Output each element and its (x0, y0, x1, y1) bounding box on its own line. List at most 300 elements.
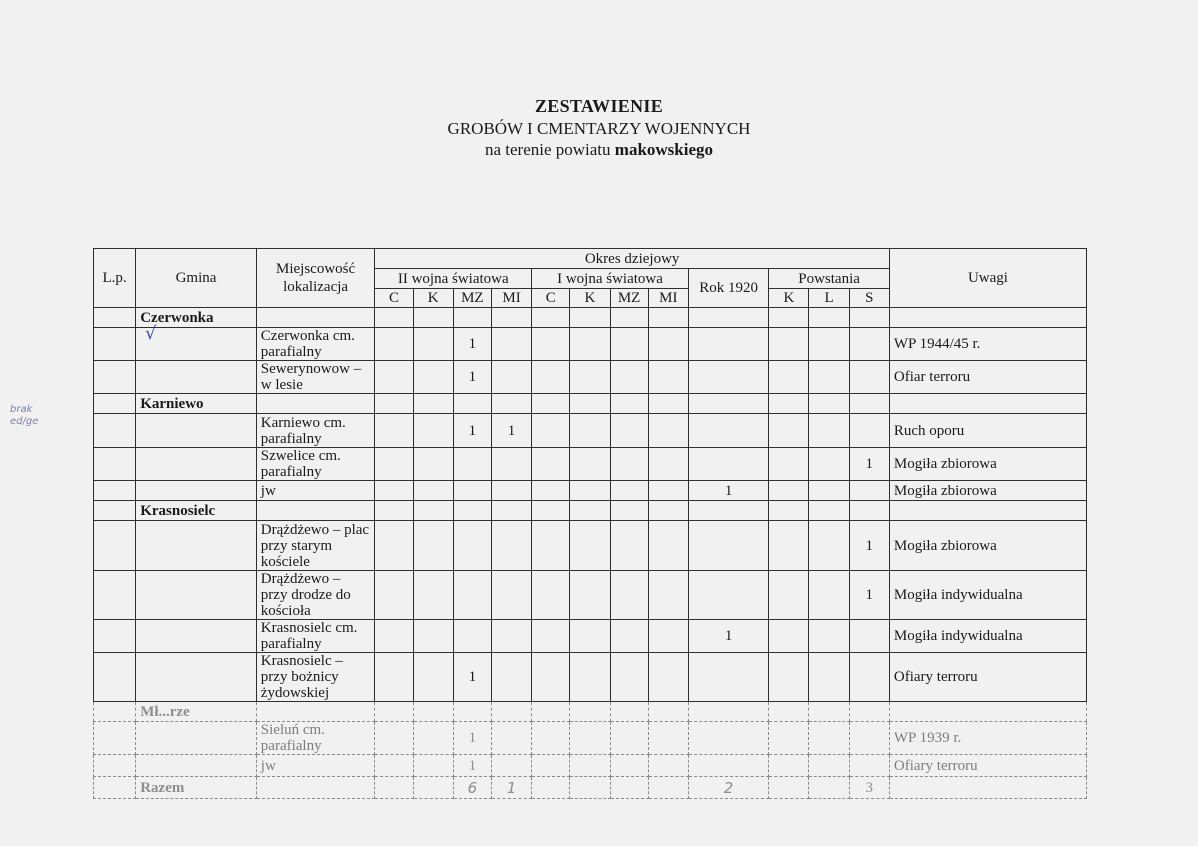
location-cell: Sewerynowow – w lesie (256, 361, 375, 394)
ww1-count-cell (610, 414, 648, 448)
table-row (94, 571, 1087, 620)
header-ww1-k: K (570, 289, 610, 308)
empty-cell (532, 777, 570, 799)
ww1-count-cell (610, 755, 648, 777)
ww1-count-cell (532, 620, 570, 653)
empty-cell (849, 308, 889, 328)
ww2-count-cell (413, 448, 453, 481)
ww1-count-cell (532, 521, 570, 571)
remarks-cell: Ofiary terroru (889, 755, 1086, 777)
ww1-count-cell (532, 722, 570, 755)
location-cell: Karniewo cm. parafialny (256, 414, 375, 448)
ww2-count-cell (413, 620, 453, 653)
ww2-count-cell: 1 (491, 414, 531, 448)
table-row (94, 414, 1087, 448)
empty-cell (769, 394, 809, 414)
powstania-count-cell (769, 571, 809, 620)
remarks-cell: Mogiła indywidualna (889, 571, 1086, 620)
powstania-count-cell (769, 521, 809, 571)
ww1-count-cell (532, 755, 570, 777)
empty-cell (809, 394, 849, 414)
ww1-count-cell (648, 571, 688, 620)
empty-cell (375, 308, 413, 328)
ww1-count-cell (610, 361, 648, 394)
ww2-count-cell (375, 448, 413, 481)
ww2-count-cell (491, 328, 531, 361)
empty-cell (453, 308, 491, 328)
lp-cell (94, 394, 136, 414)
lp-cell (94, 414, 136, 448)
powstania-count-cell (809, 361, 849, 394)
header-pow-s: S (849, 289, 889, 308)
location-cell: Krasnosielc cm. parafialny (256, 620, 375, 653)
empty-cell (532, 501, 570, 521)
ww1-count-cell (570, 571, 610, 620)
gmina-cell (136, 620, 257, 653)
empty-cell (610, 777, 648, 799)
empty-cell (532, 394, 570, 414)
ww1-count-cell (570, 328, 610, 361)
remarks-cell: Mogiła zbiorowa (889, 448, 1086, 481)
ww2-count-cell (413, 571, 453, 620)
ww2-count-cell (375, 361, 413, 394)
header-gmina: Gmina (136, 249, 257, 308)
ww1-count-cell (570, 361, 610, 394)
lp-cell (94, 448, 136, 481)
header-ww1: I wojna światowa (532, 269, 689, 289)
ww1-count-cell (648, 328, 688, 361)
lp-cell (94, 308, 136, 328)
ww1-count-cell (648, 448, 688, 481)
empty-cell (453, 394, 491, 414)
total-rok1920: 2 (688, 777, 768, 799)
empty-cell (570, 308, 610, 328)
ww1-count-cell (610, 328, 648, 361)
empty-cell (889, 702, 1086, 722)
gmina-row (94, 702, 1087, 722)
lp-cell (94, 521, 136, 571)
empty-cell (610, 394, 648, 414)
empty-cell (256, 394, 375, 414)
gmina-row (94, 308, 1087, 328)
subtitle-prefix: na terenie powiatu (484, 140, 611, 159)
empty-cell (809, 308, 849, 328)
empty-cell (688, 394, 768, 414)
remarks-cell: WP 1939 r. (889, 722, 1086, 755)
powstania-count-cell (809, 481, 849, 501)
gmina-cell (136, 448, 257, 481)
empty-cell (648, 308, 688, 328)
rok1920-count-cell (688, 755, 768, 777)
ww2-count-cell (375, 571, 413, 620)
ww2-count-cell (453, 620, 491, 653)
powstania-count-cell (809, 571, 849, 620)
powstania-count-cell (769, 448, 809, 481)
header-ww2-c: C (375, 289, 413, 308)
total-s: 3 (849, 777, 889, 799)
empty-cell (491, 501, 531, 521)
ww2-count-cell: 1 (453, 755, 491, 777)
lp-cell (94, 722, 136, 755)
ww1-count-cell (648, 722, 688, 755)
empty-cell (648, 501, 688, 521)
table-row (94, 755, 1087, 777)
gmina-name: Mł...rze (136, 702, 257, 722)
gmina-cell (136, 481, 257, 501)
table-row (94, 722, 1087, 755)
remarks-cell: Mogiła indywidualna (889, 620, 1086, 653)
ww2-count-cell (375, 722, 413, 755)
ww1-count-cell (610, 620, 648, 653)
empty-cell (256, 501, 375, 521)
ww2-count-cell (375, 414, 413, 448)
ww2-count-cell (413, 414, 453, 448)
lp-cell (94, 653, 136, 702)
ww1-count-cell (532, 481, 570, 501)
header-miejscowosc: Miejscowość lokalizacja (256, 249, 375, 308)
remarks-cell: Mogiła zbiorowa (889, 481, 1086, 501)
powstania-count-cell (849, 361, 889, 394)
empty-cell (769, 702, 809, 722)
table-body (94, 249, 1087, 799)
location-cell: jw (256, 755, 375, 777)
rok1920-count-cell (688, 653, 768, 702)
empty-cell (889, 501, 1086, 521)
empty-cell (889, 777, 1086, 799)
empty-cell (809, 702, 849, 722)
empty-cell (688, 308, 768, 328)
ww1-count-cell (570, 755, 610, 777)
empty-cell (849, 702, 889, 722)
header-powstania: Powstania (769, 269, 890, 289)
ww2-count-cell (491, 755, 531, 777)
empty-cell (413, 394, 453, 414)
rok1920-count-cell: 1 (688, 620, 768, 653)
ww1-count-cell (648, 653, 688, 702)
gmina-cell (136, 361, 257, 394)
empty-cell (375, 501, 413, 521)
ww2-count-cell (413, 722, 453, 755)
empty-cell (532, 308, 570, 328)
location-cell: Drążdżewo – plac przy starym kościele (256, 521, 375, 571)
powstania-count-cell (849, 722, 889, 755)
powstania-count-cell (849, 414, 889, 448)
ww2-count-cell (413, 653, 453, 702)
empty-cell (453, 501, 491, 521)
header-pow-k: K (769, 289, 809, 308)
ww2-count-cell: 1 (453, 653, 491, 702)
ww1-count-cell (610, 521, 648, 571)
gmina-cell (136, 414, 257, 448)
gmina-cell (136, 521, 257, 571)
powstania-count-cell (809, 653, 849, 702)
empty-cell (375, 777, 413, 799)
ww2-count-cell (491, 653, 531, 702)
powstania-count-cell (809, 521, 849, 571)
rok1920-count-cell: 1 (688, 481, 768, 501)
ww2-count-cell (375, 481, 413, 501)
ww1-count-cell (648, 620, 688, 653)
lp-cell (94, 501, 136, 521)
table-row (94, 448, 1087, 481)
empty-cell (610, 308, 648, 328)
total-label: Razem (136, 777, 257, 799)
location-cell: Krasnosielc – przy bożnicy żydowskiej (256, 653, 375, 702)
ww1-count-cell (610, 653, 648, 702)
document-subtitle-line3 (0, 140, 1198, 160)
powstania-count-cell (849, 481, 889, 501)
gmina-row (94, 501, 1087, 521)
empty-cell (648, 702, 688, 722)
lp-cell (94, 702, 136, 722)
header-okres: Okres dziejowy (375, 249, 890, 269)
margin-handwritten-note: brak ed/ge (10, 404, 39, 427)
ww2-count-cell (375, 620, 413, 653)
gmina-name: Krasnosielc (136, 501, 257, 521)
header-ww2-mi: MI (491, 289, 531, 308)
header-ww2: II wojna światowa (375, 269, 532, 289)
empty-cell (688, 702, 768, 722)
powstania-count-cell (809, 755, 849, 777)
powstania-count-cell (809, 448, 849, 481)
ww2-count-cell (413, 328, 453, 361)
empty-cell (610, 501, 648, 521)
powstania-count-cell (849, 755, 889, 777)
powstania-count-cell (769, 653, 809, 702)
empty-cell (570, 394, 610, 414)
ww2-count-cell: 1 (453, 414, 491, 448)
ww2-count-cell (453, 448, 491, 481)
ww1-count-cell (570, 722, 610, 755)
rok1920-count-cell (688, 448, 768, 481)
empty-cell (849, 394, 889, 414)
ww2-count-cell (453, 481, 491, 501)
ww2-count-cell (491, 481, 531, 501)
header-ww2-mz: MZ (453, 289, 491, 308)
powstania-count-cell (769, 620, 809, 653)
ww2-count-cell (413, 481, 453, 501)
ww2-count-cell (375, 653, 413, 702)
empty-cell (491, 394, 531, 414)
empty-cell (570, 501, 610, 521)
ww1-count-cell (610, 722, 648, 755)
ww1-count-cell (532, 328, 570, 361)
empty-cell (889, 308, 1086, 328)
ww1-count-cell (570, 653, 610, 702)
ww2-count-cell (491, 722, 531, 755)
ww2-count-cell: 1 (453, 328, 491, 361)
header-pow-l: L (809, 289, 849, 308)
ww2-count-cell (491, 521, 531, 571)
ww1-count-cell (570, 620, 610, 653)
header-uwagi: Uwagi (889, 249, 1086, 308)
empty-cell (256, 777, 375, 799)
ww2-count-cell (491, 620, 531, 653)
remarks-cell: Ofiary terroru (889, 653, 1086, 702)
empty-cell (375, 394, 413, 414)
ww1-count-cell (532, 653, 570, 702)
ww2-count-cell: 1 (453, 361, 491, 394)
table-row (94, 481, 1087, 501)
powstania-count-cell (809, 620, 849, 653)
gmina-cell (136, 653, 257, 702)
gmina-cell (136, 571, 257, 620)
ww2-count-cell (453, 521, 491, 571)
location-cell: Szwelice cm. parafialny (256, 448, 375, 481)
powstania-count-cell (769, 414, 809, 448)
powstania-count-cell (849, 328, 889, 361)
empty-cell (413, 777, 453, 799)
powstania-count-cell (809, 328, 849, 361)
empty-cell (491, 308, 531, 328)
location-cell: Czerwonka cm. parafialny (256, 328, 375, 361)
ww1-count-cell (648, 361, 688, 394)
table-row (94, 361, 1087, 394)
header-ww1-c: C (532, 289, 570, 308)
ww1-count-cell (610, 571, 648, 620)
empty-cell (413, 702, 453, 722)
powstania-count-cell: 1 (849, 571, 889, 620)
ww1-count-cell (648, 481, 688, 501)
empty-cell (256, 702, 375, 722)
location-cell: Drążdżewo – przy drodze do kościoła (256, 571, 375, 620)
empty-cell (413, 308, 453, 328)
empty-cell (491, 702, 531, 722)
powstania-count-cell (809, 414, 849, 448)
powstania-count-cell (849, 620, 889, 653)
total-row (94, 777, 1087, 799)
empty-cell (889, 394, 1086, 414)
empty-cell (648, 394, 688, 414)
ww1-count-cell (648, 521, 688, 571)
ww1-count-cell (532, 414, 570, 448)
ww1-count-cell (532, 448, 570, 481)
powstania-count-cell (769, 328, 809, 361)
empty-cell (809, 501, 849, 521)
empty-cell (648, 777, 688, 799)
empty-cell (769, 777, 809, 799)
ww1-count-cell (570, 414, 610, 448)
ww1-count-cell (570, 481, 610, 501)
document-title: ZESTAWIENIE (534, 96, 664, 116)
rok1920-count-cell (688, 328, 768, 361)
subtitle-county: makowskiego (614, 140, 714, 159)
lp-cell (94, 620, 136, 653)
empty-cell (769, 501, 809, 521)
ww2-count-cell (375, 328, 413, 361)
ww2-count-cell (413, 755, 453, 777)
empty-cell (375, 702, 413, 722)
ww2-count-cell (413, 361, 453, 394)
remarks-cell: Mogiła zbiorowa (889, 521, 1086, 571)
gmina-row (94, 394, 1087, 414)
lp-cell (94, 571, 136, 620)
ww2-count-cell (491, 571, 531, 620)
lp-cell (94, 361, 136, 394)
ww2-count-cell (453, 571, 491, 620)
empty-cell (256, 308, 375, 328)
ww2-count-cell (413, 521, 453, 571)
table-row (94, 653, 1087, 702)
empty-cell (688, 501, 768, 521)
powstania-count-cell (809, 722, 849, 755)
empty-cell (532, 702, 570, 722)
checkmark-annotation: √ (145, 323, 157, 344)
remarks-cell: Ofiar terroru (889, 361, 1086, 394)
total-mi: 1 (491, 777, 531, 799)
ww2-count-cell (491, 448, 531, 481)
empty-cell (849, 501, 889, 521)
rok1920-count-cell (688, 521, 768, 571)
document-subtitle: GROBÓW I CMENTARZY WOJENNYCH (447, 119, 751, 138)
empty-cell (570, 702, 610, 722)
lp-cell (94, 481, 136, 501)
ww1-count-cell (570, 521, 610, 571)
header-lp: L.p. (94, 249, 136, 308)
powstania-count-cell (769, 755, 809, 777)
ww1-count-cell (570, 448, 610, 481)
powstania-count-cell (769, 361, 809, 394)
gmina-name: Czerwonka (136, 308, 257, 328)
remarks-cell: Ruch oporu (889, 414, 1086, 448)
powstania-count-cell: 1 (849, 521, 889, 571)
table-row (94, 328, 1087, 361)
ww1-count-cell (610, 448, 648, 481)
lp-cell (94, 755, 136, 777)
document-header (0, 96, 1198, 160)
empty-cell (413, 501, 453, 521)
header-ww2-k: K (413, 289, 453, 308)
header-ww1-mi: MI (648, 289, 688, 308)
table-row (94, 521, 1087, 571)
table-row (94, 620, 1087, 653)
gmina-cell (136, 722, 257, 755)
ww1-count-cell (532, 571, 570, 620)
lp-cell (94, 777, 136, 799)
gmina-cell (136, 755, 257, 777)
empty-cell (610, 702, 648, 722)
powstania-count-cell (849, 653, 889, 702)
location-cell: jw (256, 481, 375, 501)
powstania-count-cell: 1 (849, 448, 889, 481)
rok1920-count-cell (688, 722, 768, 755)
gmina-cell (136, 328, 257, 361)
gmina-name: Karniewo (136, 394, 257, 414)
empty-cell (769, 308, 809, 328)
header-row-1 (94, 249, 1087, 269)
ww1-count-cell (610, 481, 648, 501)
ww2-count-cell (375, 755, 413, 777)
rok1920-count-cell (688, 414, 768, 448)
ww1-count-cell (648, 414, 688, 448)
empty-cell (809, 777, 849, 799)
ww2-count-cell: 1 (453, 722, 491, 755)
lp-cell (94, 328, 136, 361)
remarks-cell: WP 1944/45 r. (889, 328, 1086, 361)
total-mz: 6 (453, 777, 491, 799)
empty-cell (570, 777, 610, 799)
header-ww1-mz: MZ (610, 289, 648, 308)
ww2-count-cell (491, 361, 531, 394)
powstania-count-cell (769, 722, 809, 755)
graves-table (93, 248, 1087, 799)
ww2-count-cell (375, 521, 413, 571)
ww1-count-cell (532, 361, 570, 394)
ww1-count-cell (648, 755, 688, 777)
empty-cell (453, 702, 491, 722)
rok1920-count-cell (688, 571, 768, 620)
header-rok1920: Rok 1920 (688, 269, 768, 308)
